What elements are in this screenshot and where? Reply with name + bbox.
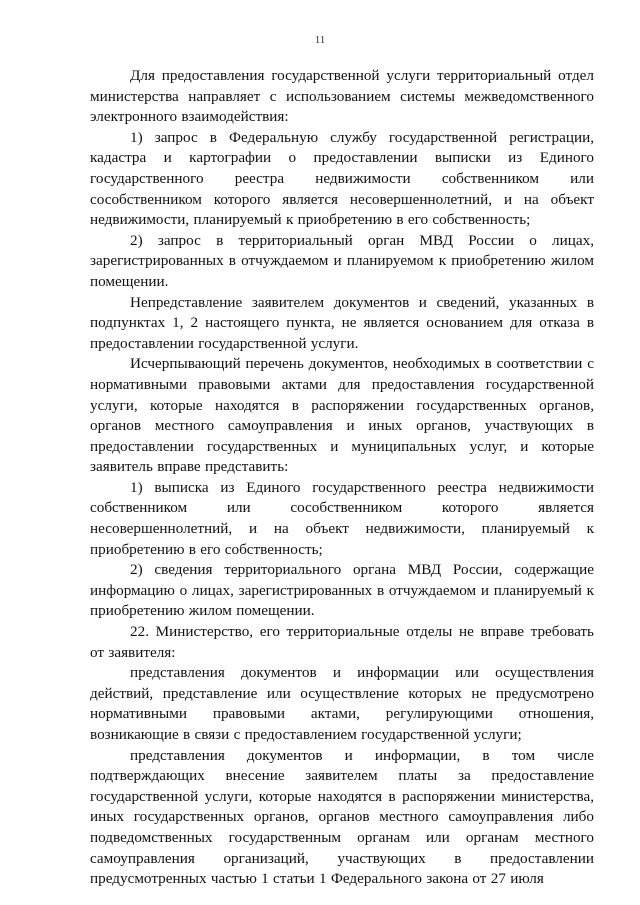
- paragraph-intro: Для предоставления государственной услуги территориальный отдел министерства направляет с использованием системы межведомственного электронного взаимодействия:: [90, 67, 594, 126]
- page-number: 11: [314, 34, 326, 46]
- paragraph-document-list: Исчерпывающий перечень документов, необходимых в соответствии с нормативными правовыми актами для предоставления государственной услуги, которые находятся в распоряжении государственных органов, органов местного самоуправления и иных органов, участвующих в предоставлении государственных и муниципальных услуг, и которые заявитель вправе представить:: [90, 355, 594, 476]
- paragraph-list-item-1: 1) выписка из Единого государственного реестра недвижимости собственником или сособственником которого является несовершеннолетний, и на объект недвижимости, планируемый к приобретению в его собственность;: [90, 478, 594, 558]
- paragraph-list-item-2: 2) сведения территориального органа МВД России, содержащие информацию о лицах, зарегистрированных в отчуждаемом и планируемый к приобретению жилом помещении.: [90, 561, 594, 620]
- paragraph-non-submission: Непредставление заявителем документов и сведений, указанных в подпунктах 1, 2 настоящего пункта, не является основанием для отказа в предоставлении государственной услуги.: [90, 293, 594, 352]
- paragraph-request-mvd: 2) запрос в территориальный орган МВД России о лицах, зарегистрированных в отчуждаемом и планируемом к приобретению жилом помещении.: [90, 231, 594, 290]
- paragraph-request-rosreestr: 1) запрос в Федеральную службу государственной регистрации, кадастра и картографии о предоставлении выписки из Единого государственного реестра недвижимости собственником или сособственником которого является несовершеннолетний, и на объект недвижимости, планируемый к приобретению в его собственность;: [90, 128, 594, 229]
- paragraph-clause-22: 22. Министерство, его территориальные отделы не вправе требовать от заявителя:: [90, 623, 594, 661]
- paragraph-prohibition-2: представления документов и информации, в том числе подтверждающих внесение заявителем платы за предоставление государственной услуги, которые находятся в распоряжении министерства, иных государственных органов, органов местного самоуправления либо подведомственных государственным органам или органам местного самоуправления организаций, участвующих в предоставлении предусмотренных частью 1 статьи 1 Федерального закона от 27 июля: [90, 746, 594, 888]
- document-body: [90, 66, 594, 890]
- paragraph-prohibition-1: представления документов и информации или осуществления действий, представление или осуществление которых не предусмотрено нормативными правовыми актами, регулирующими отношения, возникающие в связи с предоставлением государственной услуги;: [90, 664, 594, 743]
